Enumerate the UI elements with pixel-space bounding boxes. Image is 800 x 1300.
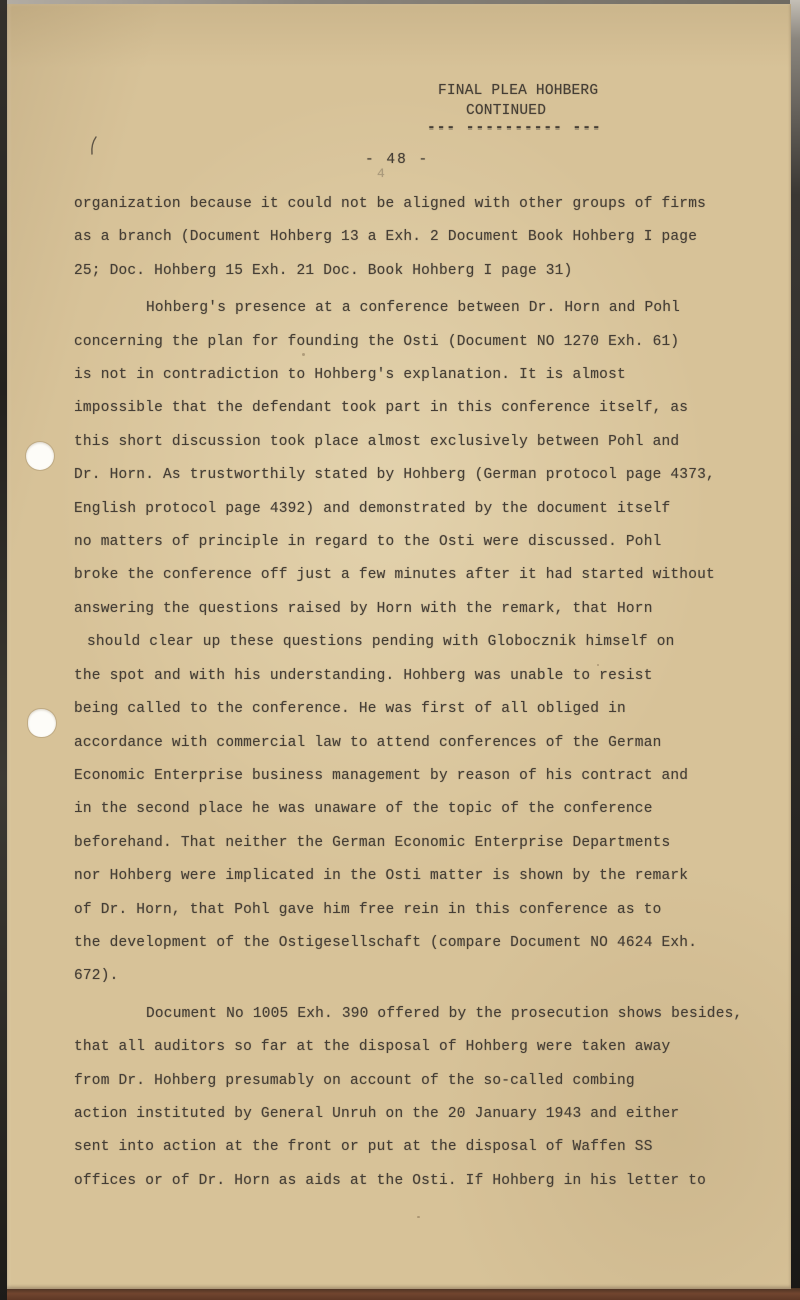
text-line: broke the conference off just a few minutes after it had started without <box>74 567 715 584</box>
stray-pen-mark <box>89 136 99 161</box>
text-line: should clear up these questions pending with Globocznik himself on <box>87 634 675 651</box>
text-line: of Dr. Horn, that Pohl gave him free rein in this conference as to <box>74 901 662 918</box>
text-line: as a branch (Document Hohberg 13 a Exh. 2 Document Book Hohberg I page <box>74 229 698 246</box>
text-line: offices or of Dr. Horn as aids at the Osti. If Hohberg in his letter to <box>74 1172 707 1189</box>
text-line: being called to the conference. He was first of all obliged in <box>74 701 626 718</box>
text-line: Document No 1005 Exh. 390 offered by the prosecution shows besides, <box>146 1005 743 1022</box>
page-number: - 48 - <box>365 152 430 168</box>
text-line: Dr. Horn. As trustworthily stated by Hohberg (German protocol page 4373, <box>74 467 715 484</box>
paper-speck <box>302 353 305 356</box>
text-line: action instituted by General Unruh on the 20 January 1943 and either <box>74 1105 680 1122</box>
text-line: concerning the plan for founding the Osti (Document NO 1270 Exh. 61) <box>74 333 680 350</box>
document-body <box>74 188 754 1198</box>
text-line: impossible that the defendant took part in this conference itself, as <box>74 400 689 417</box>
scan-edge-bottom <box>0 1288 800 1300</box>
scan-edge-left <box>0 0 7 1300</box>
text-line: nor Hohberg were implicated in the Osti matter is shown by the remark <box>74 868 689 885</box>
text-line: accordance with commercial law to attend conferences of the German <box>74 734 662 751</box>
header-title: FINAL PLEA HOHBERG <box>438 83 599 99</box>
hole-punch-top <box>26 442 54 470</box>
text-line: Economic Enterprise business management by reason of his contract and <box>74 767 689 784</box>
text-line: English protocol page 4392) and demonstrated by the document itself <box>74 500 671 517</box>
scan-edge-right <box>790 0 800 1300</box>
text-line: sent into action at the front or put at the disposal of Waffen SS <box>74 1139 653 1156</box>
text-line: no matters of principle in regard to the Osti were discussed. Pohl <box>74 534 662 551</box>
text-line: is not in contradiction to Hohberg's explanation. It is almost <box>74 367 626 384</box>
text-line: answering the questions raised by Horn with the remark, that Horn <box>74 600 653 617</box>
text-line: the development of the Ostigesellschaft (compare Document NO 4624 Exh. <box>74 934 698 951</box>
header-dashed-rule: --- ---------- --- <box>427 119 602 136</box>
header-subtitle: CONTINUED <box>466 102 547 119</box>
hole-punch-bottom <box>28 709 56 737</box>
text-line: from Dr. Hohberg presumably on account of the so-called combing <box>74 1072 635 1089</box>
text-line: in the second place he was unaware of the topic of the conference <box>74 801 653 818</box>
text-line: organization because it could not be aligned with other groups of firms <box>74 196 707 212</box>
text-line: that all auditors so far at the disposal of Hohberg were taken away <box>74 1039 671 1056</box>
document-header <box>427 83 602 136</box>
text-line: Hohberg's presence at a conference between Dr. Horn and Pohl <box>146 300 681 317</box>
text-line: this short discussion took place almost exclusively between Pohl and <box>74 433 680 450</box>
text-line: 672). <box>74 968 119 985</box>
page-number-ghost: 4 <box>377 166 386 181</box>
text-line: the spot and with his understanding. Hohberg was unable to resist <box>74 667 653 684</box>
text-line: beforehand. That neither the German Economic Enterprise Departments <box>74 834 671 851</box>
text-line: 25; Doc. Hohberg 15 Exh. 21 Doc. Book Hohberg I page 31) <box>74 262 573 279</box>
paper-sheet <box>7 4 791 1289</box>
paper-speck <box>597 664 599 666</box>
paper-speck <box>417 1216 420 1218</box>
